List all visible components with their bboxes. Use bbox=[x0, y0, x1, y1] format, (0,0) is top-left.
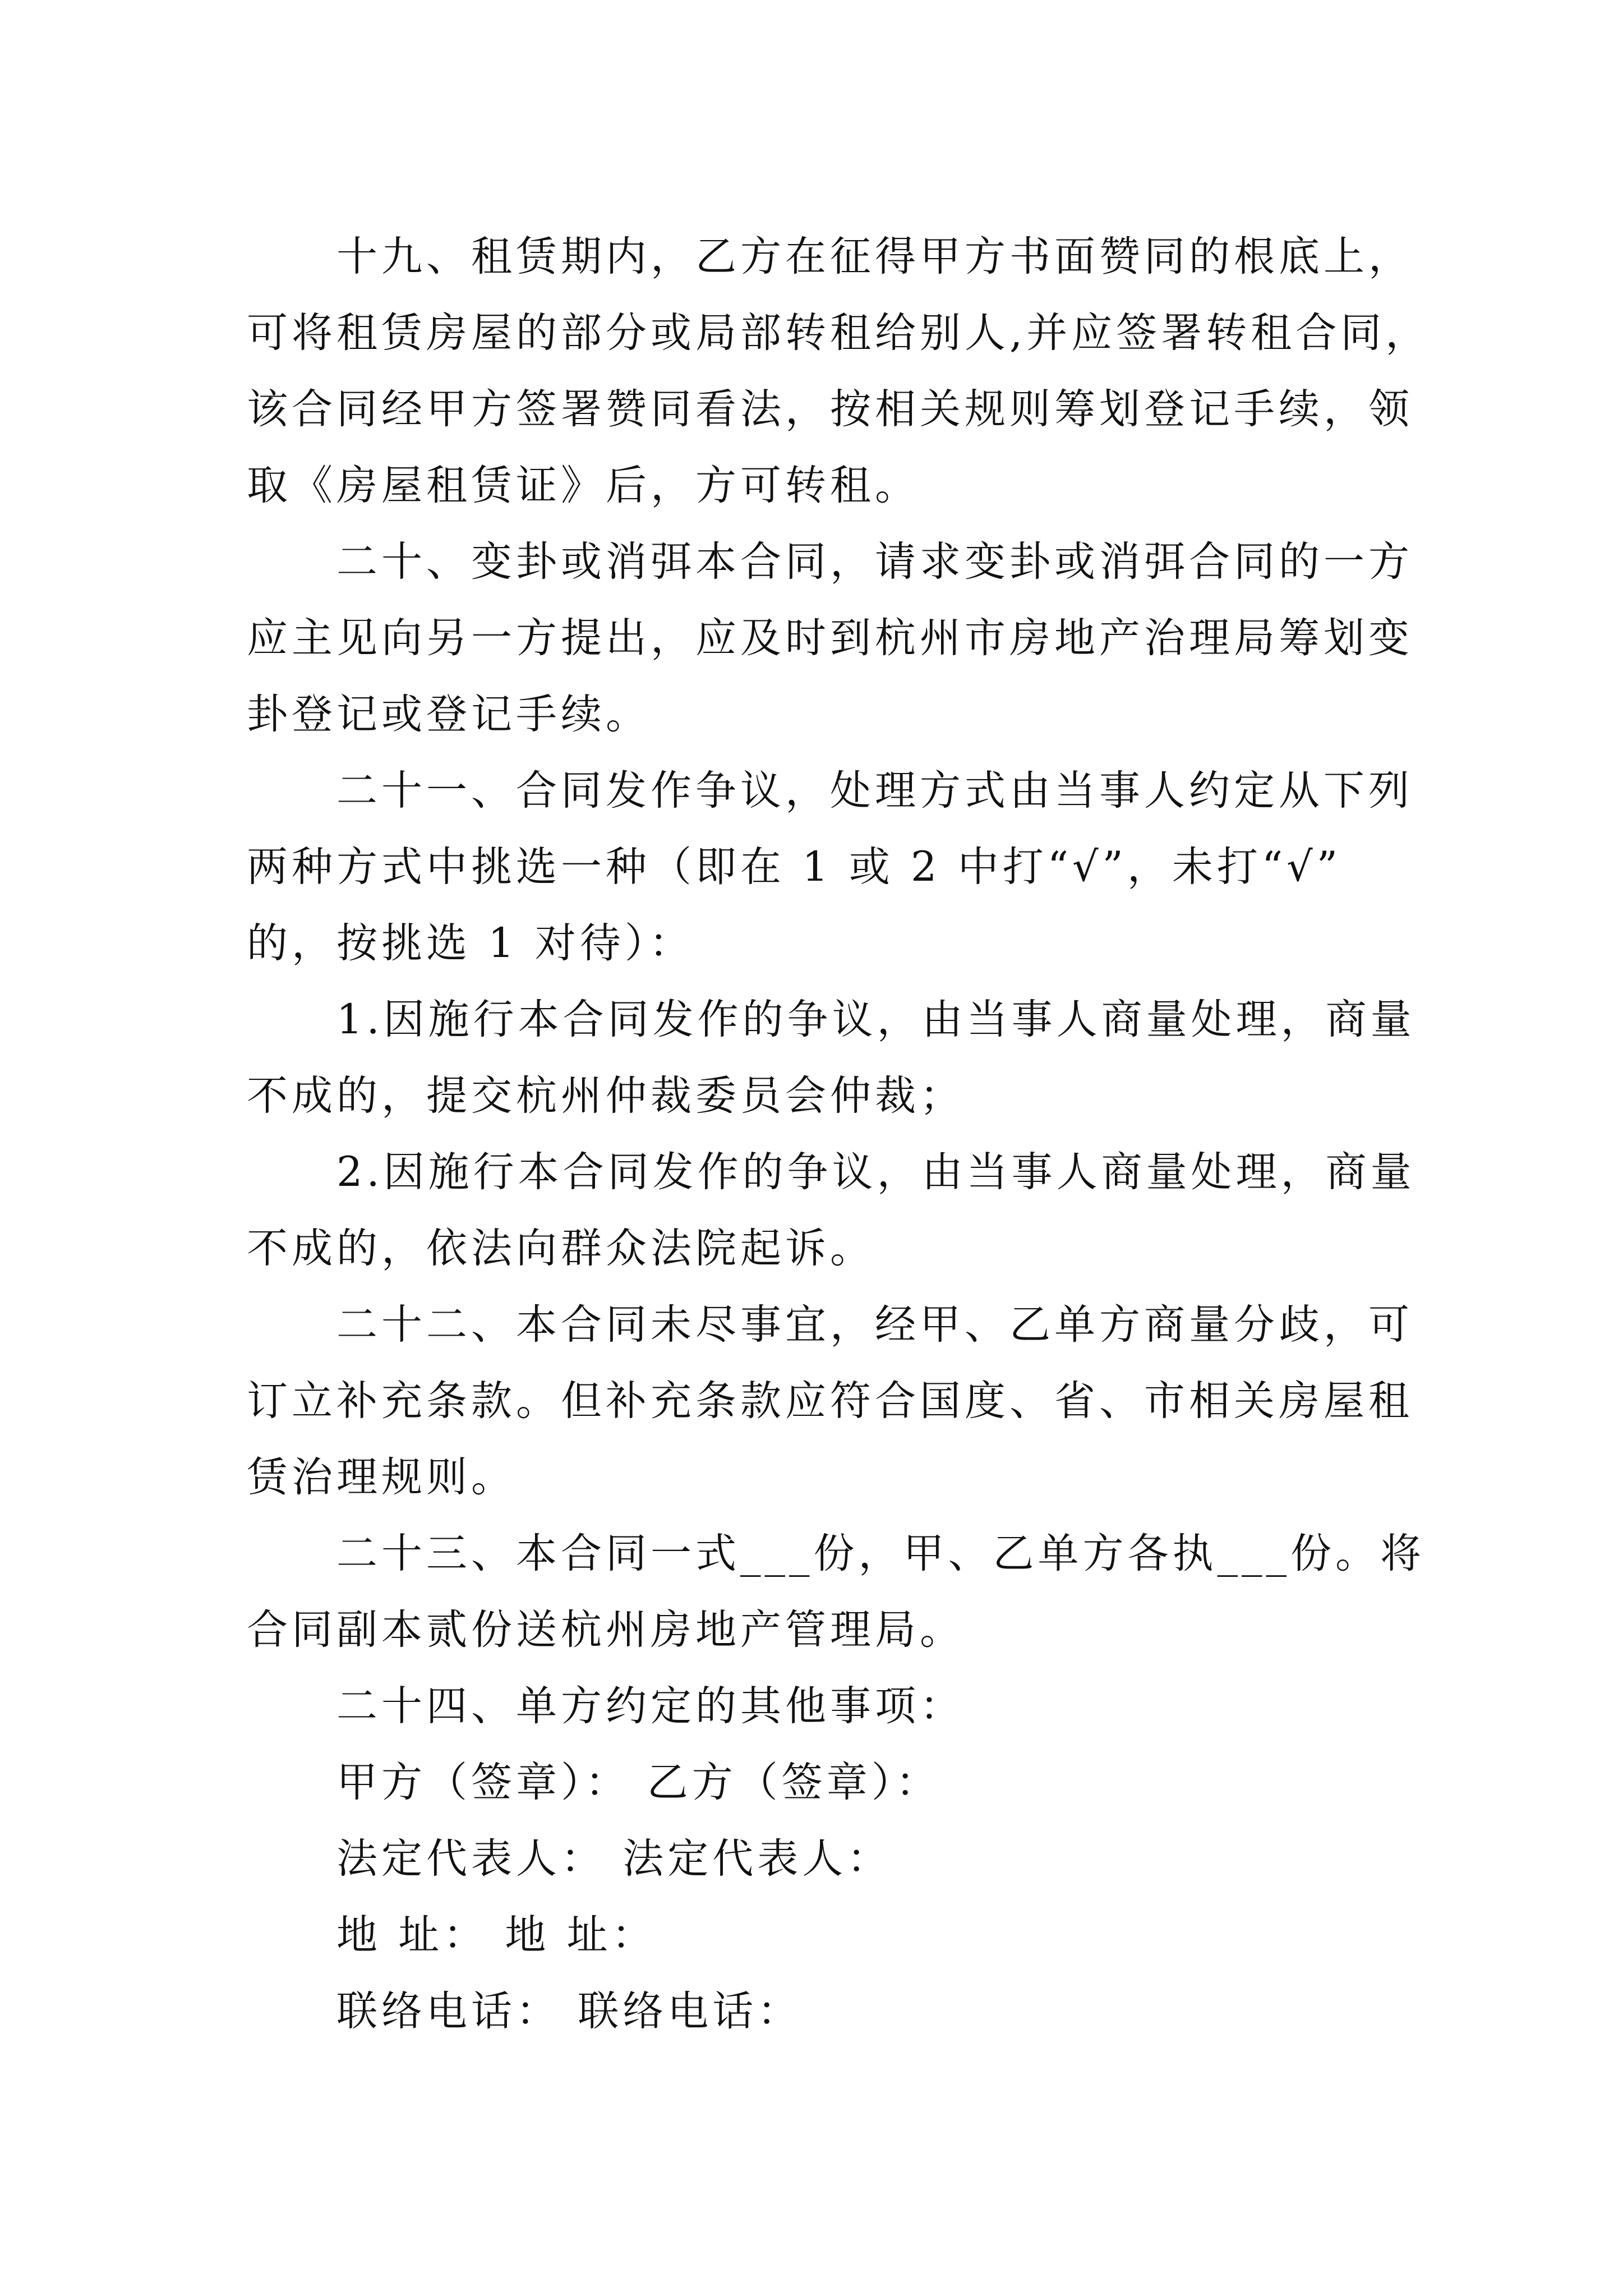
text-line: 两种方式中挑选一种（即在 1 或 2 中打“√”，未打“√” bbox=[247, 843, 1342, 891]
text-line: 取《房屋租赁证》后，方可转租。 bbox=[247, 462, 920, 509]
text-line: 十九、租赁期内，乙方在征得甲方书面赞同的根底上， bbox=[336, 233, 1413, 280]
text-line: 二十三、本合同一式___份，甲、乙单方各执___份。将 bbox=[336, 1530, 1425, 1577]
text-line: 可将租赁房屋的部分或局部转租给别人,并应签署转租合同， bbox=[247, 309, 1431, 357]
text-line: 二十四、单方约定的其他事项： bbox=[336, 1682, 965, 1730]
text-line: 的，按挑选 1 对待）： bbox=[247, 919, 694, 967]
text-line: 2.因施行本合同发作的争议，由当事人商量处理，商量 bbox=[336, 1148, 1415, 1196]
text-line: 二十、变卦或消弭本合同，请求变卦或消弭合同的一方 bbox=[336, 538, 1413, 586]
text-line: 应主见向另一方提出，应及时到杭州市房地产治理局筹划变 bbox=[247, 614, 1413, 662]
signature-line: 法定代表人： 法定代表人： bbox=[336, 1835, 892, 1883]
text-line: 赁治理规则。 bbox=[247, 1453, 516, 1501]
signature-line: 联络电话： 联络电话： bbox=[336, 1987, 803, 2035]
document-body bbox=[247, 219, 1458, 2050]
text-line: 不成的，依法向群众法院起诉。 bbox=[247, 1225, 875, 1272]
text-line: 二十二、本合同未尽事宜，经甲、乙单方商量分歧，可 bbox=[336, 1301, 1413, 1349]
text-line: 该合同经甲方签署赞同看法，按相关规则筹划登记手续，领 bbox=[247, 385, 1413, 433]
text-line: 卦登记或登记手续。 bbox=[247, 691, 651, 738]
signature-line: 甲方（签章）： 乙方（签章）： bbox=[336, 1759, 941, 1806]
text-line: 二十一、合同发作争议，处理方式由当事人约定从下列 bbox=[336, 767, 1413, 815]
text-line: 合同副本贰份送杭州房地产管理局。 bbox=[247, 1606, 965, 1654]
text-line: 1.因施行本合同发作的争议，由当事人商量处理，商量 bbox=[336, 996, 1415, 1043]
text-line: 订立补充条款。但补充条款应符合国度、省、市相关房屋租 bbox=[247, 1377, 1413, 1425]
text-line: 不成的，提交杭州仲裁委员会仲裁； bbox=[247, 1072, 965, 1120]
signature-line: 地 址： 地 址： bbox=[336, 1911, 657, 1959]
